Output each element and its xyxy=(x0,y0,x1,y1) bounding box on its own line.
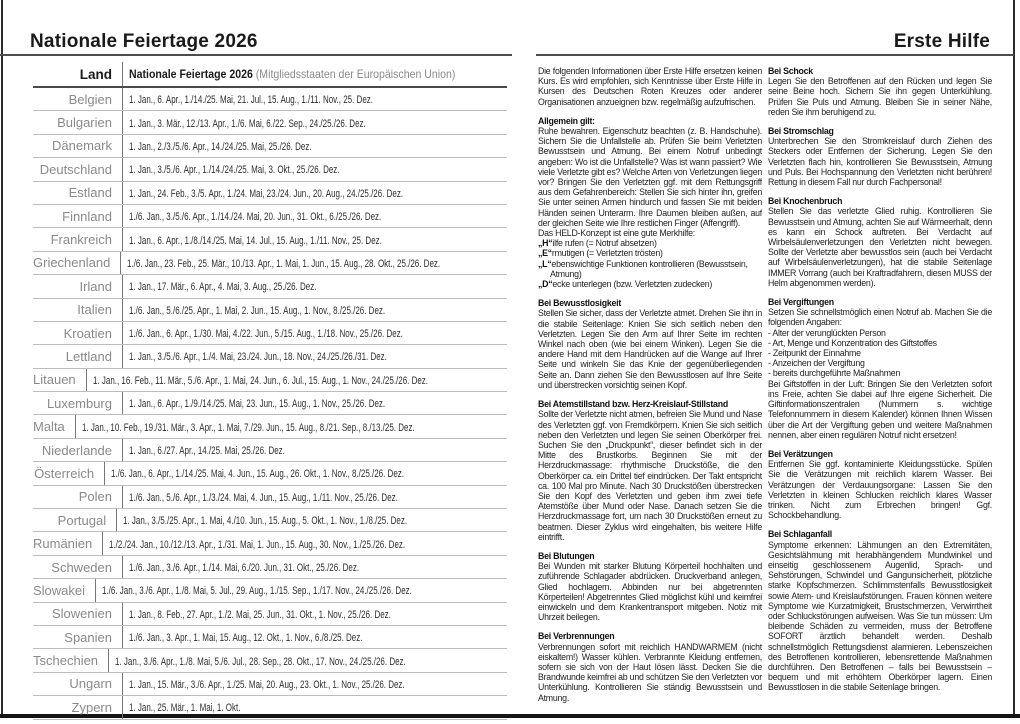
dates-text: 1. Jan., 3./6. Apr., 1./8. Mai, 5./6. Jul., 28. Sep., 28. Okt., 17. Nov., 24./25./26. Dez. xyxy=(115,655,406,668)
table-row xyxy=(33,299,507,322)
paragraph: Entfernen Sie ggf. kontaminierte Kleidungsstücke. Spülen Sie die Verätzungen mit reichlich klarem Wasser. Bei Verätzungen der Verdauungsorgane: Lassen Sie den Verletzten in kleinen Schlucken reichlich klares Wasser trinken. Nicht zum Erbrechen bringen! Ggf. Schockbehandlung. xyxy=(768,459,992,521)
table-row xyxy=(33,275,507,298)
table-row xyxy=(33,135,507,158)
country-cell: Zypern xyxy=(33,696,123,718)
country-cell: Malta xyxy=(33,415,76,437)
dates-text: 1. Jan., 24. Feb., 3./5. Apr., 1./24. Mai, 23./24. Jun., 20. Aug., 24./25./26. Dez. xyxy=(129,187,404,200)
dates-cell xyxy=(123,558,507,576)
country-cell: Estland xyxy=(33,182,123,204)
dates-text: 1./6. Jan., 6. Apr., 1./14./25. Mai, 4. Jun., 15. Aug., 26. Okt., 1. Nov., 8./25./26. Dez. xyxy=(111,468,405,481)
country-cell: Spanien xyxy=(33,626,123,648)
paragraph: Stellen Sie das verletzte Glied ruhig. Kontrollieren Sie Bewusstsein und Atmung, achten Sie auf Wärmeerhalt, denn es kann ein Schock auftreten. Bei Verdacht auf Wirbelsäulenverletzungen den Verletzten nicht bewegen. Sollte der Verletzte aber bewusstlos sein (auch bei Verdacht auf Wirbelsäulenverletzungen), hat die stabile Seitenlage IMMER Vorrang (auch bei Kraftradfahrern, diesen MUSS der Helm abgenommen werden). xyxy=(768,206,992,288)
dates-text: 1./6. Jan., 3./5./6. Apr., 1./14./24. Mai, 20. Jun., 31. Okt., 6./25./26. Dez. xyxy=(129,211,382,224)
paragraph: Bei Giftstoffen in der Luft: Bringen Sie den Verletzten sofort ins Freie, achten Sie dabei auf Ihre eigene Sicherheit. Die Giftinformationszentralen (Nummern s. wichtige Telefonnummern in diesem Kalender) können Ihnen Wissen über die Art der Vergiftung geben und weitere Maßnahmen nennen, aber einen regulären Notruf nicht ersetzen! xyxy=(768,378,992,440)
dates-cell xyxy=(123,488,507,506)
section-heading: Bei Vergiftungen xyxy=(768,297,834,308)
dates-text: 1. Jan., 25. Mär., 1. Mai, 1. Okt. xyxy=(129,702,241,715)
paragraph: Setzen Sie schnellstmöglich einen Notruf ab. Machen Sie die folgenden Angaben: xyxy=(768,307,992,328)
paragraph: Sollte der Verletzte nicht atmen, befreien Sie Mund und Nase des Verletzten ggf. von Fremdkörpern. Knien Sie sich seitlich neben den Verletzten und legen Sie seinen Oberkörper frei. Suchen Sie den „Druckpunkt“, dieser befindet sich in der Mitte des Brustkorbs. Beginnen Sie mit der Herzdruckmassage: rhythmische Druckstöße, die den Oberkörper ca. ein Drittel tief eindrücken. Der Takt entspricht ca. 100 Mal pro Minute. Nach 30 Druckstößen überstrecken Sie den Kopf des Verletzten und geben ihm zwei tiefe Atemstöße über Mund oder Nase. Danach setzen Sie die Herzdruckmassage fort, um nach 30 Druckstößen erneut zu beatmen. Dieser Zyklus wird eingehalten, bis weitere Hilfe eintrifft. xyxy=(538,409,762,542)
dates-text: 1. Jan., 16. Feb., 11. Mär., 5./6. Apr., 1. Mai, 24. Jun., 6. Jul., 15. Aug., 1. Nov., 24./25./26. Dez. xyxy=(92,374,428,387)
dates-cell xyxy=(103,535,509,553)
dates-cell xyxy=(76,418,532,436)
left-page-title: Nationale Feiertage 2026 xyxy=(30,31,258,52)
left-title-rule xyxy=(0,54,512,56)
country-cell: Kroatien xyxy=(33,322,123,344)
paragraph: Stellen Sie sicher, dass der Verletzte atmet. Drehen Sie ihn in die stabile Seitenlage: Knien Sie sich seitlich neben den Verletzten. Legen Sie den Arm auf Ihrer Seite im rechten Winkel nach oben (wie bei einem Winken). Legen Sie die andere Hand mit dem Handrücken auf die Wange auf Ihrer Seite und winkeln Sie das Knie der gegenüberliegenden Seite an. Dann ziehen Sie den Bewusstlosen auf Ihre Seite und überstrecken vorsichtig seinen Kopf. xyxy=(538,308,762,390)
section-heading: Bei Verbrennungen xyxy=(538,631,615,642)
dates-text: 1. Jan., 6. Apr., 1./9./14./25. Mai, 23. Jun., 15. Aug., 1. Nov., 25./26. Dez. xyxy=(129,398,386,411)
table-row xyxy=(33,158,507,181)
list-line: Das HELD-Konzept ist eine gute Merkhilfe: xyxy=(538,228,695,239)
dates-cell xyxy=(123,301,507,319)
table-row xyxy=(33,532,507,555)
dates-cell xyxy=(123,137,507,155)
table-row xyxy=(33,205,507,228)
holiday-table xyxy=(33,62,507,720)
dates-cell xyxy=(123,184,507,202)
country-cell: Niederlande xyxy=(33,439,123,461)
paragraph: Legen Sie den Betroffenen auf den Rücken und legen Sie seine Beine hoch. Sichern Sie ihn gegen Unterkühlung. Prüfen Sie Puls und Atmung. Bleiben Sie in seiner Nähe, reden Sie ihm beruhigend zu. xyxy=(768,76,992,117)
first-aid-section xyxy=(538,631,762,702)
first-aid-section xyxy=(768,126,992,187)
dates-cell xyxy=(123,231,507,249)
country-cell: Finnland xyxy=(33,205,123,227)
dates-cell xyxy=(117,511,507,529)
country-cell: Frankreich xyxy=(33,228,123,250)
dates-cell xyxy=(123,441,507,459)
list-line: - Anzeichen der Vergiftung xyxy=(768,358,865,369)
paragraph: Bei Wunden mit starker Blutung Körperteil hochhalten und zuführende Schlagader abdrücken. Druckverband anlegen, Glied hochlagern. Abbinden nur bei abgetrennten Körperteilen! Abgetrenntes Glied möglichst kühl und keimfrei einwickeln und dem Krankentransport mitgeben. Notiz mit Uhrzeit beilegen. xyxy=(538,561,762,623)
table-row xyxy=(33,345,507,368)
dates-text: 1. Jan., 2./3./5./6. Apr., 14./24./25. Mai, 25./26. Dez. xyxy=(129,140,312,153)
dates-text: 1. Jan., 8. Feb., 27. Apr., 1./2. Mai, 25. Jun., 31. Okt., 1. Nov., 25./26. Dez. xyxy=(129,608,391,621)
dates-text: 1./2./24. Jan., 10./12./13. Apr., 1./31. Mai, 1. Jun., 15. Aug., 30. Nov., 1./25./26. Dez. xyxy=(109,538,406,551)
held-mnemonic-line: „D“ecke unterlegen (bzw. Verletzten zudecken) xyxy=(538,279,713,290)
dates-cell xyxy=(123,347,507,365)
dates-cell xyxy=(87,371,546,389)
header-land: Land xyxy=(33,62,123,86)
dates-text: 1. Jan., 6. Apr., 1./14./25. Mai, 21. Jul., 15. Aug., 1./11. Nov., 25. Dez. xyxy=(129,94,373,107)
country-cell: Rumänien xyxy=(33,532,103,554)
table-row xyxy=(33,626,507,649)
dates-cell xyxy=(105,464,507,482)
country-cell: Slowenien xyxy=(33,603,123,625)
dates-text: 1. Jan., 17. Mär., 6. Apr., 4. Mai, 3. Aug., 25./26. Dez. xyxy=(129,281,317,294)
dates-cell xyxy=(123,698,507,716)
section-heading: Bei Schock xyxy=(768,66,813,76)
paragraph: Unterbrechen Sie den Stromkreislauf durch Ziehen des Steckers oder Entfernen der Sicherung. Legen Sie den Verletzten flach hin, kontrollieren Sie Bewusstsein, Atmung und Puls. Bei Hochspannung den Verletzten nicht berühren! Rettung in diesem Fall nur durch Fachpersonal! xyxy=(768,136,992,188)
held-mnemonic-line: „L“ebenswichtige Funktionen kontrollieren (Bewusstsein, Atmung) xyxy=(538,258,748,279)
dates-text: 1./6. Jan., 6. Apr., 1./30. Mai, 4./22. Jun., 5./15. Aug., 1./18. Nov., 25./26. Dez. xyxy=(129,328,403,341)
dates-cell xyxy=(123,394,507,412)
dates-cell xyxy=(123,628,507,646)
list-line: - bereits durchgeführte Maßnahmen xyxy=(768,368,901,379)
section-heading: Bei Bewusstlosigkeit xyxy=(538,298,621,309)
dates-cell xyxy=(123,160,507,178)
table-row xyxy=(33,509,507,532)
country-cell: Slowakei xyxy=(33,579,96,601)
paragraph: Verbrennungen sofort mit reichlich HANDWARMEM (nicht eiskaltem!) Wasser kühlen. Verbrannte Kleidung entfernen, sofern sie sich von der Haut lösen lässt. Decken Sie die Brandwunde keimfrei ab und schützen Sie den Verletzten vor Unterkühlung. Kontrollieren Sie ständig Bewusstsein und Atmung. xyxy=(538,641,762,703)
country-cell: Bulgarien xyxy=(33,111,123,133)
dates-text: 1./6. Jan., 23. Feb., 25. Mär., 10./13. Apr., 1. Mai, 1. Jun., 15. Aug., 28. Okt., 25./26. Dez. xyxy=(127,257,441,270)
table-row xyxy=(33,696,507,719)
dates-text: 1. Jan., 3. Mär., 12./13. Apr., 1./6. Mai, 6./22. Sep., 24./25./26. Dez. xyxy=(129,117,366,130)
paragraph: Die folgenden Informationen über Erste Hilfe ersetzen keinen Kurs. Es wird empfohlen, sich Kenntnisse über Erste Hilfe in Kursen des Deutschen Roten Kreuzes oder anderer Organisationen anzueignen bzw. regelmäßig aufzufrischen. xyxy=(538,66,762,107)
header-holidays xyxy=(123,67,507,81)
first-aid-section xyxy=(538,399,762,542)
dates-text: 1. Jan., 6. Apr., 1./8./14./25. Mai, 14. Jul., 15. Aug., 1./11. Nov., 25. Dez. xyxy=(129,234,382,247)
first-aid-section xyxy=(768,196,992,288)
paragraph: Symptome erkennen: Lähmungen an den Extremitäten, Gesichtslähmung mit herabhängendem Mundwinkel und einseitig geschlossenem Augenlid, Sprach- und Sehstörungen, Schwindel und Gangunsicherheit, plötzliche starke Kopfschmerzen. Schlimmstenfalls Bewusstlosigkeit sowie Atem- und Kreislaufstörungen. Frauen können weitere Symptome wie Kurzatmigkeit, Brustschmerzen, Verwirrtheit oder Schluckstörungen aufweisen. Was Sie tun müssen: Um bleibende Schäden zu vermeiden, muss der Betroffene SOFORT ärztlich behandelt werden. Deshalb schnellstmöglich Rettungsdienst alarmieren. Lebenszeichen des Betroffenen kontrollieren, lebensrettende Maßnahmen durchführen. Den Betroffenen – falls bei Bewusstsein – bequem und mit erhöhtem Oberkörper lagern. Einen Bewusstlosen in die stabile Seitenlage bringen. xyxy=(768,539,992,693)
first-aid-section xyxy=(768,297,992,440)
dates-text: 1. Jan., 3./5./6. Apr., 1./14./24./25. Mai, 3. Okt., 25./26. Dez. xyxy=(129,164,340,177)
section-heading: Bei Atemstillstand bzw. Herz-Kreislauf-Stillstand xyxy=(538,399,728,410)
country-cell: Polen xyxy=(33,486,123,508)
dates-cell xyxy=(123,114,507,132)
first-aid-section xyxy=(768,529,992,692)
first-aid-section xyxy=(538,298,762,390)
list-line: - Zeitpunkt der Einnahme xyxy=(768,348,861,359)
holiday-table-header xyxy=(33,62,507,88)
table-row xyxy=(33,439,507,462)
table-row xyxy=(33,252,507,275)
first-aid-section xyxy=(538,116,762,289)
country-cell: Dänemark xyxy=(33,135,123,157)
dates-text: 1./6. Jan., 5./6./25. Apr., 1. Mai, 2. Jun., 15. Aug., 1. Nov., 8./25./26. Dez. xyxy=(129,304,386,317)
section-heading: Allgemein gilt: xyxy=(538,115,595,126)
country-cell: Italien xyxy=(33,299,123,321)
header-holidays-text xyxy=(129,67,455,81)
first-aid-column-1 xyxy=(538,66,762,710)
dates-text: 1. Jan., 3./5./25. Apr., 1. Mai, 4./10. Jun., 15. Aug., 5. Okt., 1. Nov., 1./8./25. Dez. xyxy=(123,515,408,528)
header-holidays-note: (Mitgliedsstaaten der Europäischen Union) xyxy=(255,67,456,81)
country-cell: Ungarn xyxy=(33,673,123,695)
country-cell: Tschechien xyxy=(33,649,109,671)
table-row xyxy=(33,369,507,392)
header-holidays-bold: Nationale Feiertage 2026 xyxy=(129,67,253,81)
dates-cell xyxy=(123,207,507,225)
section-heading: Bei Stromschlag xyxy=(768,126,834,137)
dates-cell xyxy=(123,324,507,342)
table-row xyxy=(33,556,507,579)
first-aid-section xyxy=(538,66,762,107)
dates-cell xyxy=(121,254,550,272)
list-line: - Art, Menge und Konzentration des Giftstoffes xyxy=(768,337,937,348)
country-cell: Litauen xyxy=(33,369,87,391)
country-cell: Lettland xyxy=(33,345,123,367)
dates-text: 1./6. Jan., 3. Apr., 1. Mai, 15. Aug., 12. Okt., 1. Nov., 6./8./25. Dez. xyxy=(129,632,363,645)
first-aid-section xyxy=(768,66,992,117)
table-row xyxy=(33,486,507,509)
country-cell: Schweden xyxy=(33,556,123,578)
dates-text: 1. Jan., 3./5./6. Apr., 1./4. Mai, 23./24. Jun., 18. Nov., 24./25./26./31. Dez. xyxy=(129,351,387,364)
table-row xyxy=(33,322,507,345)
country-cell: Portugal xyxy=(33,509,117,531)
section-heading: Bei Schlaganfall xyxy=(768,529,832,540)
section-heading: Bei Verätzungen xyxy=(768,448,833,459)
right-title-rule xyxy=(536,54,1014,56)
country-cell: Luxemburg xyxy=(33,392,123,414)
dates-text: 1./6. Jan., 5./6. Apr., 1./3./24. Mai, 4. Jun., 15. Aug., 1./11. Nov., 25./26. Dez. xyxy=(129,491,398,504)
country-cell: Irland xyxy=(33,275,123,297)
country-cell: Deutschland xyxy=(33,158,123,180)
page-right-edge xyxy=(1013,0,1015,716)
dates-cell xyxy=(123,90,507,108)
dates-cell xyxy=(109,652,508,670)
table-row xyxy=(33,462,507,485)
held-mnemonic-line: „H“ilfe rufen (= Notruf absetzen) xyxy=(538,238,657,249)
first-aid-column-2 xyxy=(768,66,992,710)
table-row xyxy=(33,111,507,134)
held-mnemonic-line: „E“rmutigen (= Verletzten trösten) xyxy=(538,248,663,259)
dates-text: 1./6. Jan., 3./6. Apr., 1./14. Mai, 6./20. Jun., 31. Okt., 25./26. Dez. xyxy=(129,562,360,574)
dates-text: 1./6. Jan., 3./6. Apr., 1./8. Mai, 5. Jul., 29. Aug., 1./15. Sep., 1./17. Nov., 24./25./26. Dez. xyxy=(102,585,412,598)
dates-text: 1. Jan., 6./27. Apr., 14./25. Mai, 25./26. Dez. xyxy=(129,445,285,458)
page-left-edge xyxy=(1,0,3,716)
table-row xyxy=(33,228,507,251)
table-row xyxy=(33,392,507,415)
right-page-title: Erste Hilfe xyxy=(893,31,990,52)
table-row xyxy=(33,415,507,438)
section-heading: Bei Blutungen xyxy=(538,550,595,561)
country-cell: Griechenland xyxy=(33,252,121,274)
dates-cell xyxy=(123,675,507,693)
table-row xyxy=(33,603,507,626)
paragraph: Ruhe bewahren. Eigenschutz beachten (z. B. Handschuhe). Sichern Sie die Unfallstelle ab. Prüfen Sie beim Verletzten Bewusstsein und Atmung. Bei einem Notruf unbedingt angeben: Wo ist die Unfallstelle? Was ist wann passiert? Wie viele Verletzte gibt es? Welche Arten von Verletzungen liegen vor? Bringen Sie den Verletzten ggf. mit dem Rettungsgriff aus dem Gefahrenbereich: Stellen Sie sich hinter ihn, greifen Sie unter seinen Armen hindurch und fassen Sie mit beiden Händen seinen Unterarm. Ihre Daumen bleiben außen, auf der gleichen Seite wie Ihre restlichen Finger (Affengriff). xyxy=(538,126,762,228)
table-row xyxy=(33,579,507,602)
table-row xyxy=(33,182,507,205)
country-cell: Belgien xyxy=(33,88,123,110)
dates-cell xyxy=(123,605,507,623)
first-aid-section xyxy=(538,551,762,622)
table-row xyxy=(33,673,507,696)
list-line: - Alter der verunglückten Person xyxy=(768,327,886,338)
dates-text: 1. Jan., 10. Feb., 19./31. Mär., 3. Apr., 1. Mai, 7./29. Jun., 15. Aug., 8./21. Sep., 8./13./25. Dez. xyxy=(81,421,415,434)
dates-cell xyxy=(123,277,507,295)
holiday-table-rows xyxy=(33,88,507,720)
dates-text: 1. Jan., 15. Mär., 3./6. Apr., 1./25. Mai, 20. Aug., 23. Okt., 1. Nov., 25./26. Dez. xyxy=(129,678,405,691)
table-row xyxy=(33,649,507,672)
dates-cell xyxy=(96,581,521,599)
table-row xyxy=(33,88,507,111)
country-cell: Österreich xyxy=(33,462,105,484)
section-heading: Bei Knochenbruch xyxy=(768,196,843,207)
first-aid-section xyxy=(768,449,992,520)
